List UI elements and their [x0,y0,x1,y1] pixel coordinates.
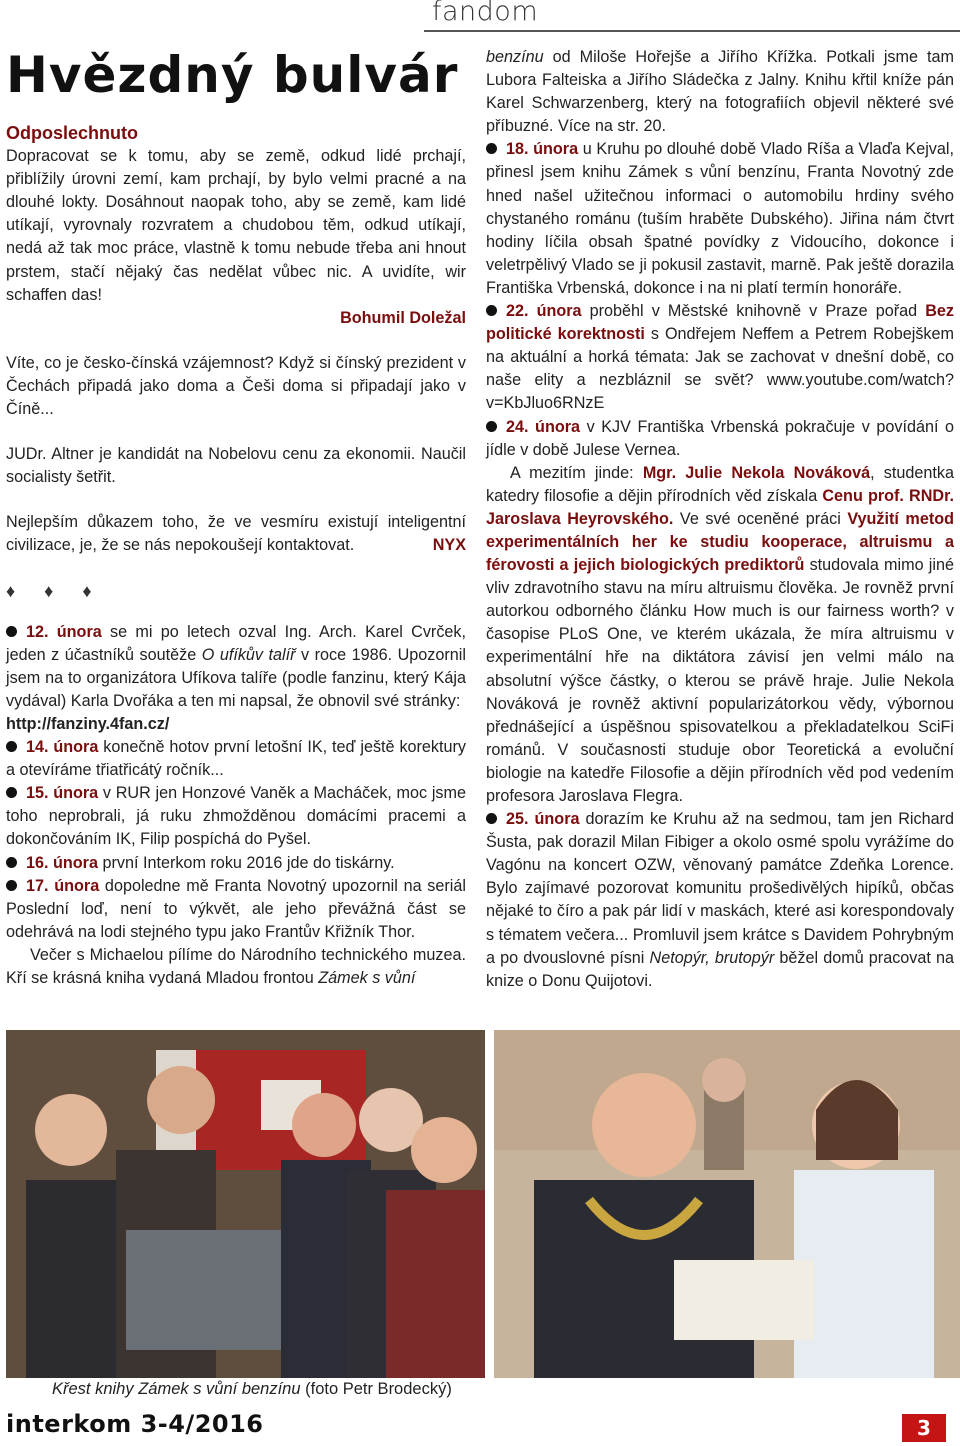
bullet-icon [6,787,17,798]
bullet-icon [6,626,17,637]
bullet-icon [486,143,497,154]
diary-entry-24: 24. února v KJV Františka Vrbenská pokračuje v povídání o jídle v době Julese Vernea. [486,417,955,459]
signature-2: NYX [432,536,466,555]
book-launch-photo [6,1030,485,1378]
separator-diamonds: ♦ ♦ ♦ [6,580,104,601]
bullet-icon [486,421,497,432]
fanzine-link[interactable]: http://fanziny.4fan.cz/ [6,714,170,733]
diary-entry-18: 18. února u Kruhu po dlouhé době Vlado Ríša a Vlaďa Kejval, přinesl jsem knihu Zámek s vůní benzínu, Franta Novotný zde hned našel užitečnou informaci o automobilu hrdiny svého chystaného románu (tuším hraběte Dubského). Jiřina nám čtvrt hodiny líčila obsah špatné povídky z Vidoucího, dokonce i veletrpělivý Vlado se ji pokusil zastavit, marně. Pak ještě dorazila Františka Vrbenská, dokonce i na ni platí termín honoráře. [486,140,954,297]
bullet-icon [486,305,497,316]
right-column [486,46,954,993]
diary-entry-22: 22. února proběhl v Městské knihovně v Praze pořad Bez politické korektnosti s Ondřejem Neffem a Petrem Robejškem na aktuální a horká témata: Jak se zachovat v dnešní době, co naše elity a nezbláznil se svět? www.youtube.com/watch?v=KbJluo6RNzE [486,302,955,413]
bullet-icon [6,857,17,868]
section-label: fandom [432,0,539,27]
page-title: Hvězdný bulvár [6,46,459,104]
continued-paragraph: benzínu od Miloše Hořejše a Jiřího Křížka. Potkali jsme tam Lubora Falteiska a Jiřího Sládečka z Jalny. Knihu křtil kníže pán Karel Schwarzenberg, který na fotografiích objevil některé své příbuzné. Více na str. 20. [486,48,954,136]
quote-paragraph-4: Nejlepším důkazem toho, že ve vesmíru existují inteligentní civilizace, je, že se nás nepokoušejí kontaktovat. NYX [6,511,466,557]
footer-brand: interkom 3-4/2016 [6,1410,264,1438]
diary-entry-15: 15. února v RUR jen Honzové Vaněk a Macháček, moc jsme toho neprobrali, já ruku zhmožděnou domácími pracemi a dokončováním IK, Filip pospíchá do Pyšel. [6,784,466,849]
bullet-icon [6,741,17,752]
award-ceremony-photo-illustration [494,1030,960,1378]
photo-caption: Křest knihy Zámek s vůní benzínu (foto Petr Brodecký) [52,1380,452,1398]
diary-entry-16: 16. února první Interkom roku 2016 jde do tiskárny. [6,852,466,875]
meanwhile-paragraph: A mezitím jinde: Mgr. Julie Nekola Nováková, studentka katedry filosofie a dějin přírodních věd získala Cenu prof. RNDr. Jaroslava Heyrovského. Ve své oceněné práci Využití metod experimentálních her ke studiu kooperace, altruismu a férovosti a jejich biologických prediktorů studovala mimo jiné vliv zdravotního stavu na míru altruismu člověka. Je rovněž první autorkou odborného článku How much is our fairness worth? v časopise PLoS One, ve kterém ukázala, že míra altruismu v experimentální hře na diktátora závisí jen velmi málo na absolutní výšce částky, o kterou se právě hraje. Julie Nekola Nováková je rovněž aktivní popularizátorkou vědy, výbornou přednášející a úspěšnou spisovatelkou a překladatelkou SciFi románů. V současnosti studuje obor Teoretická a evoluční biologie na katedře Filosofie a dějin přírodních věd pod vedením profesora Jaroslava Flegra. [486,463,954,805]
page-number: 3 [902,1414,946,1442]
quote-paragraph-2: Víte, co je česko-čínská vzájemnost? Když si čínský prezident v Čechách připadá jako doma a Češi doma si připadají jako v Číně... [6,353,466,419]
diary-entry-12: 12. února se mi po letech ozval Ing. Arch. Karel Cvrček, jeden z účastníků soutěže O ufíkův talíř v roce 1986. Upozornil jsem na to organizátora Ufíkova talíře (podle fanzinu, který Kája vydával) Karla Dvořáka a ten mi napsal, že obnovil své stránky: [6,622,467,710]
bullet-icon [6,880,17,891]
quote-paragraph-3: JUDr. Altner je kandidát na Nobelovu cenu za ekonomii. Naučil socialisty šetřit. [6,445,466,487]
quote-paragraph-1: Dopracovat se k tomu, aby se země, odkud lidé prchají, přiblížily úrovni zemí, kam prchají, by bylo velmi pracné a na dlouhé lokty. Dosáhnout naopak toho, aby se země, kam lidé utíkají, vyrovnaly rozvratem a chudobou těm, odkud utíkají, nedá až tak moc práce, vlastně k tomu nebude třeba ani hnout prstem, stačí nějaký čas nedělat vůbec nic. A uvidíte, wir schaffen das! [6,147,466,304]
diary-entry-14: 14. února konečně hotov první letošní IK, teď ještě korektury a otevíráme třiatřicátý ročník... [6,738,467,780]
left-column [6,122,466,990]
signature-1: Bohumil Doležal [340,308,466,327]
subheading: Odposlechnuto [6,123,138,143]
award-ceremony-photo [494,1030,960,1378]
diary-entry-17b: Večer s Michaelou pílíme do Národního technického muzea. Kří se krásná kniha vydaná Mladou frontou Zámek s vůní [6,945,466,987]
photo-strip [6,1030,960,1378]
book-launch-photo-illustration [6,1030,485,1378]
diary-entry-25: 25. února dorazím ke Kruhu až na sedmou, tam jen Richard Šusta, pak dorazil Milan Fibiger a okolo osmé spolu vyrážíme do Vagónu na koncert OZW, věnovaný památce Zdeňka Lorence. Bylo zajímavé pozorovat komunitu prošedivělých hipíků, občas nějaké to číro a pak pár lidí v maskách, které asi korespondovaly s tématem večera... Promluvil jsem krátce s Davidem Pohrybným a po dvouslovné písni Netopýr, brutopýr běžel domů pracovat na knize o Donu Quijotovi. [486,810,955,990]
top-rule [424,30,960,32]
diary-entry-17: 17. února dopoledne mě Franta Novotný upozornil na seriál Poslední loď, není to výkvět, ale jeho převážná část se odehrává na lodi stejného typu jako Frantův Křižník Thor. [6,876,466,941]
bullet-icon [486,813,497,824]
